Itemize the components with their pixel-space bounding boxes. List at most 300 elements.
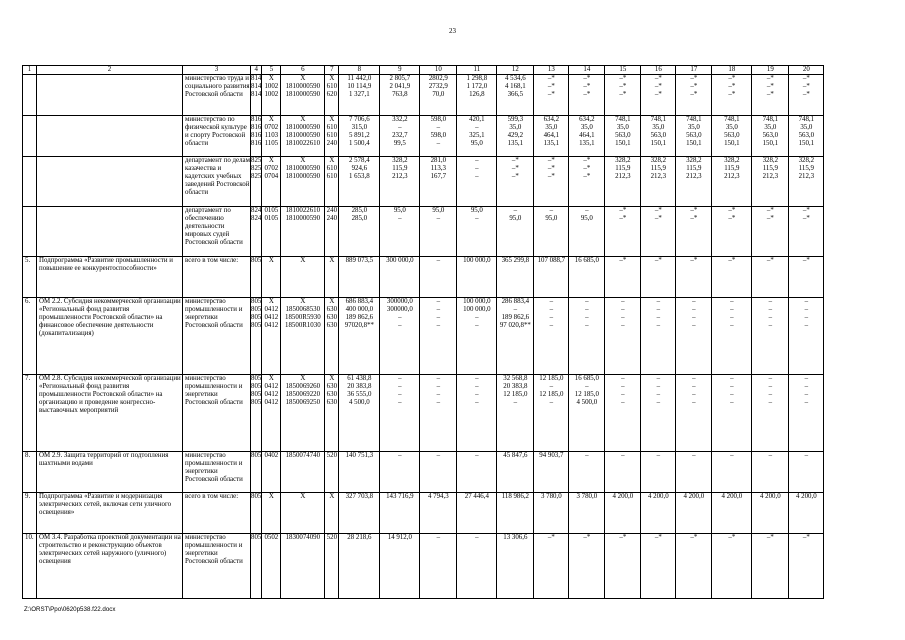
value-line: – (436, 124, 441, 132)
value-line: – (585, 306, 589, 314)
value-line: 328,2 (392, 157, 408, 164)
column-header: 5 (262, 66, 281, 75)
value-line: – (475, 124, 479, 132)
value-line: Х (329, 298, 335, 305)
responsible-executor-text: всего в том числе: (185, 493, 239, 500)
value-line: – (804, 298, 809, 305)
value-cell (380, 116, 420, 157)
value-line: – (692, 399, 696, 407)
value-cell (251, 298, 262, 375)
value-line: Х (329, 116, 335, 123)
value-line: 2802,9 (428, 75, 448, 82)
value-line: 0412 (264, 391, 279, 399)
value-line: 0502 (264, 534, 279, 541)
value-line: 35,0 (580, 124, 593, 132)
value-line: 95,0 (509, 215, 522, 223)
value-line: – (656, 391, 661, 399)
value-line: 4 200,0 (721, 493, 743, 500)
value-line: 563,0 (686, 132, 702, 140)
value-line: – (549, 298, 554, 305)
value-line: 2 805,7 (389, 75, 411, 82)
value-line: 135,1 (579, 140, 595, 148)
value-line: 4 500,0 (349, 399, 370, 407)
value-cell (497, 75, 534, 116)
value-line: 212,3 (762, 173, 779, 181)
value-line: – (549, 399, 554, 407)
value-line: 300000,0 (386, 298, 413, 305)
value-cell (752, 116, 789, 157)
value-cell (325, 257, 339, 298)
value-line: Х (268, 493, 274, 500)
value-cell (712, 298, 752, 375)
value-line: 0702 (264, 165, 279, 173)
value-cell (325, 298, 339, 375)
value-line: 748,1 (615, 116, 631, 123)
value-line: 1850074740 (285, 452, 321, 459)
value-line: –* (547, 75, 555, 82)
column-header: 8 (339, 66, 380, 75)
value-line: – (656, 298, 661, 305)
value-cell (420, 534, 457, 599)
value-cell (569, 207, 605, 257)
value-line: –* (690, 215, 698, 223)
value-line: 366,5 (507, 91, 524, 99)
value-cell (605, 452, 641, 493)
value-line: –* (547, 165, 555, 173)
responsible-executor (183, 375, 251, 452)
value-line: 240 (326, 207, 338, 214)
value-line: – (692, 375, 696, 382)
value-line: Х (329, 375, 335, 382)
value-line: 45 847,6 (503, 452, 528, 459)
value-line: –* (690, 91, 698, 99)
value-cell (420, 116, 457, 157)
value-cell (676, 207, 712, 257)
value-line: 20 383,8 (347, 383, 372, 391)
value-line: 889 073,5 (345, 257, 374, 264)
value-line: –* (654, 257, 662, 264)
value-line: 300 000,0 (386, 257, 414, 264)
value-line: 365 299,8 (501, 257, 530, 264)
value-line: 285,0 (351, 215, 368, 223)
value-line: – (475, 383, 479, 391)
value-line: – (513, 306, 518, 314)
value-cell (534, 452, 569, 493)
value-cell (281, 207, 325, 257)
value-cell (380, 75, 420, 116)
value-line: – (621, 375, 625, 382)
row-number-text: 5. (25, 257, 31, 264)
value-cell (605, 75, 641, 116)
value-line: 18500R5930 (285, 314, 321, 322)
value-line: 95,0 (470, 207, 483, 214)
value-cell (457, 493, 497, 534)
value-line: 212,3 (392, 173, 408, 181)
value-line: – (398, 124, 402, 132)
value-line: 1 327,1 (349, 91, 370, 99)
column-number-row (23, 66, 824, 75)
value-line: 12 185,0 (539, 375, 564, 382)
value-cell (789, 207, 824, 257)
value-line: Х (300, 493, 306, 500)
value-cell (752, 493, 789, 534)
value-cell (712, 493, 752, 534)
value-line: – (730, 383, 734, 391)
value-line: – (549, 383, 554, 391)
value-line: 825 (251, 157, 262, 164)
value-line: 5 891,2 (349, 132, 370, 140)
value-line: –* (619, 257, 627, 264)
value-line: –* (547, 91, 555, 99)
value-line: 36 555,0 (347, 391, 372, 399)
value-cell (789, 452, 824, 493)
value-line: 16 685,0 (574, 375, 599, 382)
value-cell (380, 375, 420, 452)
column-header: 11 (457, 66, 497, 75)
value-line: – (768, 314, 773, 322)
value-cell (251, 207, 262, 257)
value-line: –* (619, 75, 627, 82)
value-cell (789, 375, 824, 452)
value-line: – (730, 391, 734, 399)
value-line: – (692, 383, 696, 391)
value-line: 4 200,0 (760, 493, 781, 500)
value-line: 1810000590 (285, 91, 321, 99)
column-header: 16 (641, 66, 676, 75)
value-line: 4 200,0 (683, 493, 705, 500)
value-line: 150,1 (762, 140, 779, 148)
value-line: – (656, 306, 661, 314)
value-line: – (549, 306, 554, 314)
value-line: 95,0 (432, 207, 445, 214)
value-line: – (768, 375, 773, 382)
value-line: 805 (251, 375, 262, 382)
value-line: 100 000,0 (463, 306, 491, 314)
value-line: – (436, 452, 441, 459)
value-cell (457, 116, 497, 157)
value-cell (262, 534, 281, 599)
value-line: 97 020,8** (499, 322, 531, 330)
budget-table-sheet (22, 65, 824, 599)
value-line: –* (690, 257, 698, 264)
budget-table (22, 65, 824, 599)
value-line: 3 780,0 (576, 493, 598, 500)
program-name-text: ОМ 2.2. Субсидия некоммерческой организации «Региональный фонд развития промышленности Ростовской области» на финансовое обеспечение деятельности (докапитализация) (39, 298, 181, 338)
value-line: 1002 (264, 91, 279, 99)
value-cell (789, 534, 824, 599)
value-cell (641, 298, 676, 375)
value-line: – (656, 314, 661, 322)
value-line: 325,1 (469, 132, 485, 140)
value-line: – (475, 165, 479, 173)
value-cell (752, 157, 789, 207)
value-line: 4 794,3 (428, 493, 449, 500)
responsible-executor-text: департамент по обеспечению деятельности мировых судей Ростовской области (185, 207, 243, 247)
value-cell (251, 452, 262, 493)
value-line: 1830074090 (285, 534, 321, 541)
column-header: 14 (569, 66, 605, 75)
value-cell (457, 207, 497, 257)
value-line: 520 (326, 452, 338, 459)
value-line: –* (654, 534, 662, 541)
column-header: 2 (37, 66, 183, 75)
program-name-text: Подпрограмма «Развитие промышленности и повышение ее конкурентоспособности» (39, 257, 173, 273)
value-line: – (436, 534, 441, 541)
value-line: – (692, 314, 696, 322)
value-line: – (585, 322, 589, 330)
value-line: – (475, 452, 479, 459)
value-line: 212,3 (686, 173, 702, 181)
value-line: –* (654, 75, 662, 82)
value-line: – (730, 298, 734, 305)
value-line: Х (268, 157, 274, 164)
value-line: 35,0 (509, 124, 522, 132)
value-line: 4 200,0 (796, 493, 817, 500)
value-line: 95,0 (393, 207, 406, 214)
value-line: 10 114,9 (347, 83, 372, 91)
value-cell (676, 452, 712, 493)
value-line: 0105 (264, 207, 279, 214)
value-line: 212,3 (798, 173, 815, 181)
value-line: –* (690, 75, 698, 82)
value-line: –* (547, 83, 555, 91)
value-line: – (436, 140, 441, 148)
value-cell (380, 257, 420, 298)
value-line: 563,0 (798, 132, 815, 140)
value-cell (325, 452, 339, 493)
row-number (23, 75, 37, 116)
value-line: – (768, 383, 773, 391)
value-line: – (549, 322, 554, 330)
value-line: 2732,9 (428, 83, 448, 91)
value-cell (251, 534, 262, 599)
value-line: – (475, 375, 479, 382)
value-cell (605, 116, 641, 157)
value-line: 805 (251, 391, 262, 399)
value-cell (752, 257, 789, 298)
value-line: 35,0 (725, 124, 738, 132)
value-cell (676, 493, 712, 534)
value-line: –* (728, 91, 736, 99)
value-line: – (475, 399, 479, 407)
table-row (23, 298, 824, 375)
value-line: 11 442,0 (347, 75, 372, 82)
value-cell (534, 493, 569, 534)
value-line: 1850069250 (285, 399, 321, 407)
value-line: 805 (251, 399, 262, 407)
value-line: 4 168,1 (505, 83, 526, 91)
program-name (37, 207, 183, 257)
value-line: – (398, 383, 402, 391)
value-line: – (436, 306, 441, 314)
value-cell (339, 493, 380, 534)
value-line: –* (583, 165, 591, 173)
value-line: – (656, 452, 661, 459)
value-cell (262, 298, 281, 375)
value-cell (325, 207, 339, 257)
value-line: 816 (251, 124, 262, 132)
value-line: 328,2 (798, 157, 815, 164)
value-cell (752, 298, 789, 375)
value-line: 20 383,8 (503, 383, 528, 391)
value-line: –* (583, 91, 591, 99)
value-cell (641, 493, 676, 534)
value-line: 94 903,7 (539, 452, 564, 459)
value-line: – (692, 391, 696, 399)
value-line: 0412 (264, 314, 279, 322)
value-cell (339, 157, 380, 207)
responsible-executor (183, 257, 251, 298)
value-cell (420, 493, 457, 534)
value-line: 816 (251, 132, 262, 140)
value-line: – (804, 399, 809, 407)
value-cell (420, 207, 457, 257)
value-line: 2 041,9 (389, 83, 411, 91)
program-name (37, 375, 183, 452)
value-line: 332,2 (392, 116, 408, 123)
value-cell (420, 375, 457, 452)
column-header: 18 (712, 66, 752, 75)
value-line: 630 (326, 322, 338, 330)
column-header: 20 (789, 66, 824, 75)
value-line: –* (619, 91, 627, 99)
value-line: 1810000590 (285, 173, 321, 181)
value-line: 520 (326, 534, 338, 541)
value-line: 805 (251, 257, 262, 264)
value-line: 420,1 (469, 116, 485, 123)
value-cell (281, 452, 325, 493)
value-line: 167,7 (430, 173, 447, 181)
value-line: – (549, 207, 554, 214)
value-line: 28 218,6 (347, 534, 372, 541)
value-line: – (768, 452, 773, 459)
value-cell (641, 534, 676, 599)
value-cell (676, 157, 712, 207)
value-cell (789, 75, 824, 116)
value-line: Х (300, 298, 306, 305)
value-cell (457, 257, 497, 298)
responsible-executor (183, 75, 251, 116)
value-cell (605, 375, 641, 452)
value-line: – (398, 375, 402, 382)
value-cell (497, 493, 534, 534)
value-line: – (398, 391, 402, 399)
value-line: –* (619, 215, 627, 223)
value-line: –* (511, 165, 519, 173)
value-line: 634,2 (543, 116, 560, 123)
value-line: –* (802, 83, 810, 91)
value-line: 61 438,8 (347, 375, 372, 382)
table-row (23, 534, 824, 599)
value-line: –* (654, 91, 662, 99)
value-line: – (692, 298, 696, 305)
value-cell (534, 75, 569, 116)
value-line: –* (802, 534, 810, 541)
value-line: 1810022610 (285, 140, 321, 148)
value-line: 0702 (264, 124, 279, 132)
value-line: 924,6 (351, 165, 368, 173)
value-cell (325, 534, 339, 599)
value-line: 464,1 (579, 132, 595, 140)
value-cell (641, 157, 676, 207)
responsible-executor (183, 207, 251, 257)
value-line: 35,0 (616, 124, 629, 132)
value-cell (569, 116, 605, 157)
value-cell (712, 534, 752, 599)
value-cell (569, 298, 605, 375)
value-cell (569, 157, 605, 207)
value-line: 35,0 (545, 124, 558, 132)
value-line: 189 862,6 (345, 314, 374, 322)
value-cell (281, 116, 325, 157)
value-line: 1 653,8 (349, 173, 370, 181)
row-number (23, 257, 37, 298)
value-line: 825 (251, 173, 262, 181)
value-cell (251, 257, 262, 298)
value-line: – (621, 314, 625, 322)
value-line: 610 (326, 124, 338, 132)
value-cell (420, 157, 457, 207)
value-cell (605, 298, 641, 375)
value-line: 630 (326, 399, 338, 407)
value-line: Х (268, 375, 274, 382)
value-line: 748,1 (798, 116, 815, 123)
value-line: –* (728, 207, 736, 214)
value-line: –* (802, 75, 810, 82)
value-line: 748,1 (724, 116, 740, 123)
value-cell (569, 493, 605, 534)
value-line: 16 685,0 (574, 257, 599, 264)
value-cell (457, 75, 497, 116)
value-line: –* (802, 257, 810, 264)
value-line: – (804, 383, 809, 391)
value-line: 1103 (264, 132, 279, 140)
value-line: 150,1 (686, 140, 702, 148)
value-line: –* (766, 257, 774, 264)
value-line: –* (766, 75, 774, 82)
column-header: 3 (183, 66, 251, 75)
table-row (23, 375, 824, 452)
value-line: – (475, 322, 479, 330)
value-line: –* (690, 207, 698, 214)
value-cell (262, 375, 281, 452)
value-line: – (621, 391, 625, 399)
value-cell (569, 257, 605, 298)
value-cell (325, 75, 339, 116)
value-line: – (730, 314, 734, 322)
value-line: Х (300, 75, 306, 82)
column-header: 7 (325, 66, 339, 75)
value-line: 630 (326, 391, 338, 399)
value-line: – (585, 383, 589, 391)
responsible-executor (183, 298, 251, 375)
value-line: 598,0 (430, 116, 447, 123)
value-line: 1 298,8 (466, 75, 488, 82)
value-line: 328,2 (650, 157, 667, 164)
value-line: 4 200,0 (612, 493, 634, 500)
value-line: – (621, 322, 625, 330)
value-line: Х (268, 116, 274, 123)
value-line: 630 (326, 306, 338, 314)
value-line: – (804, 322, 809, 330)
value-line: 598,0 (430, 132, 447, 140)
program-name-text: Подпрограмма «Развитие и модернизация электрических сетей, включая сети уличного освещения» (39, 493, 172, 517)
value-cell (251, 375, 262, 452)
value-line: 150,1 (650, 140, 667, 148)
value-cell (789, 298, 824, 375)
value-line: 0412 (264, 322, 279, 330)
value-line: 1810000590 (285, 132, 321, 140)
